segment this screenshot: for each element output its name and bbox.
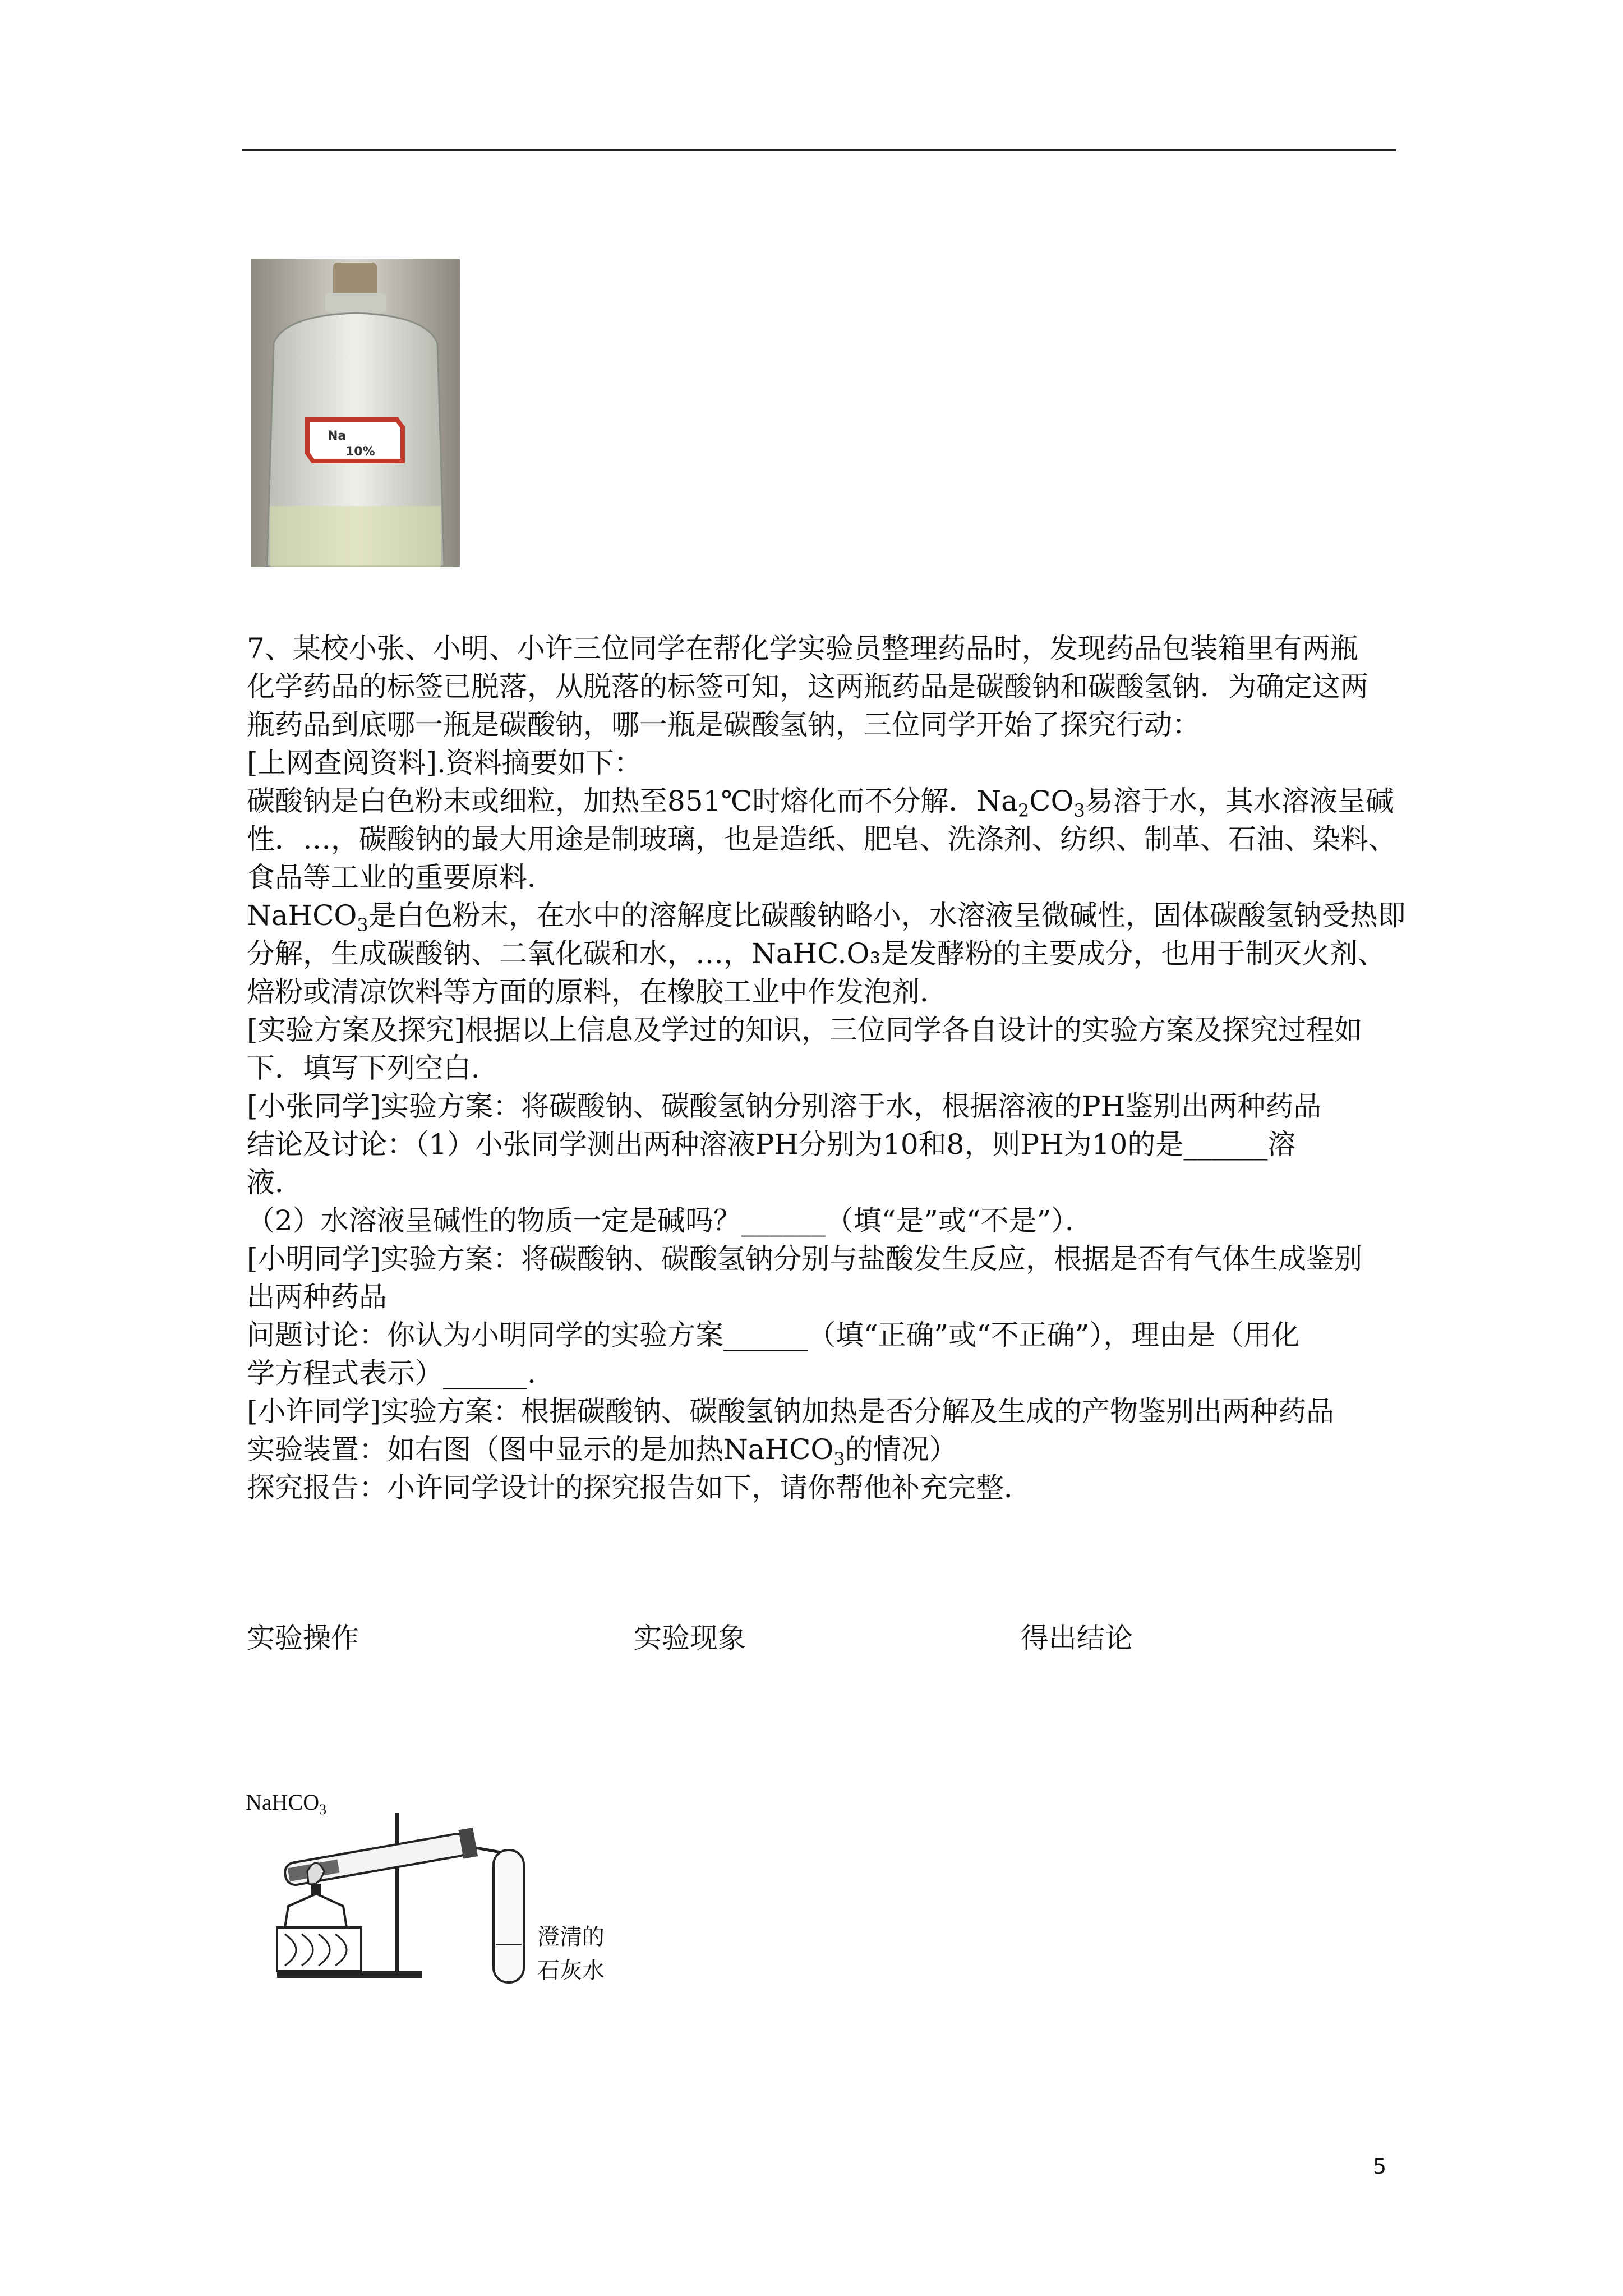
line-20: 学方程式表示）______. <box>247 1357 536 1389</box>
line-8: NaHCO$_3$是白色粉末，在水中的溶解度比碳酸钠略小，水溶液呈微碱性，固体碳酸氢钠受热即 <box>247 899 1406 936</box>
bottle-label-percent: 10% <box>345 445 375 459</box>
page-number: 5 <box>1373 2154 1387 2179</box>
line-3: 瓶药品到底哪一瓶是碳酸钠，哪一瓶是碳酸氢钠，三位同学开始了探究行动： <box>247 708 1200 741</box>
reagent-bottle-photo <box>251 259 460 567</box>
line-11: [实验方案及探究]根据以上信息及学过的知识，三位同学各自设计的实验方案及探究过程如 <box>247 1014 1363 1046</box>
line-16: （2）水溶液呈碱性的物质一定是碱吗？______（填“是”或“不是”）． <box>247 1204 1094 1237</box>
header-phenomenon: 实验现象 <box>634 1622 746 1654</box>
line-15: 液． <box>247 1166 303 1199</box>
line-21: [小许同学]实验方案：根据碳酸钠、碳酸氢钠加热是否分解及生成的产物鉴别出两种药品 <box>247 1395 1335 1428</box>
line-18: 出两种药品 <box>247 1281 387 1313</box>
line-14: 结论及讨论：（1）小张同学测出两种溶液PH分别为10和8，则PH为10的是______溶 <box>247 1128 1296 1161</box>
bottle-label-na: Na <box>328 429 347 443</box>
line-22: 实验装置：如右图（图中显示的是加热NaHCO$_3$的情况） <box>247 1433 957 1470</box>
line-10: 焙粉或清凉饮料等方面的原料，在橡胶工业中作发泡剂． <box>247 976 948 1008</box>
line-5: 碳酸钠是白色粉末或细粒，加热至851℃时熔化而不分解．$Na_2CO_3$易溶于水，其水溶液呈碱 <box>247 785 1394 821</box>
line-13: [小张同学]实验方案：将碳酸钠、碳酸氢钠分别溶于水，根据溶液的PH鉴别出两种药品 <box>247 1090 1322 1122</box>
line-4: [上网查阅资料].资料摘要如下： <box>247 747 642 779</box>
line-19: 问题讨论：你认为小明同学的实验方案______（填“正确”或“不正确”），理由是（用化 <box>247 1319 1300 1351</box>
line-12: 下．填写下列空白． <box>247 1052 499 1084</box>
line-6: 性．…，碳酸钠的最大用途是制玻璃，也是造纸、肥皂、洗涤剂、纺织、制革、石油、染料、 <box>247 823 1396 855</box>
header-conclusion: 得出结论 <box>1021 1622 1133 1654</box>
limewater-caption-2: 石灰水 <box>537 1958 605 1984</box>
line-9: 分解，生成碳酸钠、二氧化碳和水，…，NaHC.O₃是发酵粉的主要成分，也用于制灭火剂、 <box>247 937 1386 970</box>
line-23: 探究报告：小许同学设计的探究报告如下，请你帮他补充完整． <box>247 1471 1032 1504</box>
line-1: 7、某校小张、小明、小许三位同学在帮化学实验员整理药品时，发现药品包装箱里有两瓶 <box>247 632 1358 665</box>
limewater-caption-1: 澄清的 <box>537 1924 605 1950</box>
line-7: 食品等工业的重要原料． <box>247 861 555 894</box>
question-body <box>247 629 1419 1507</box>
line-17: [小明同学]实验方案：将碳酸钠、碳酸氢钠分别与盐酸发生反应，根据是否有气体生成鉴别 <box>247 1243 1363 1275</box>
header-operation: 实验操作 <box>247 1622 359 1654</box>
header-rule <box>242 149 1396 151</box>
nahco3-label: NaHCO$_3$ <box>246 1789 327 1818</box>
heating-apparatus-diagram <box>246 1787 638 1989</box>
line-2: 化学药品的标签已脱落，从脱落的标签可知，这两瓶药品是碳酸钠和碳酸氢钠．为确定这两 <box>247 670 1368 703</box>
